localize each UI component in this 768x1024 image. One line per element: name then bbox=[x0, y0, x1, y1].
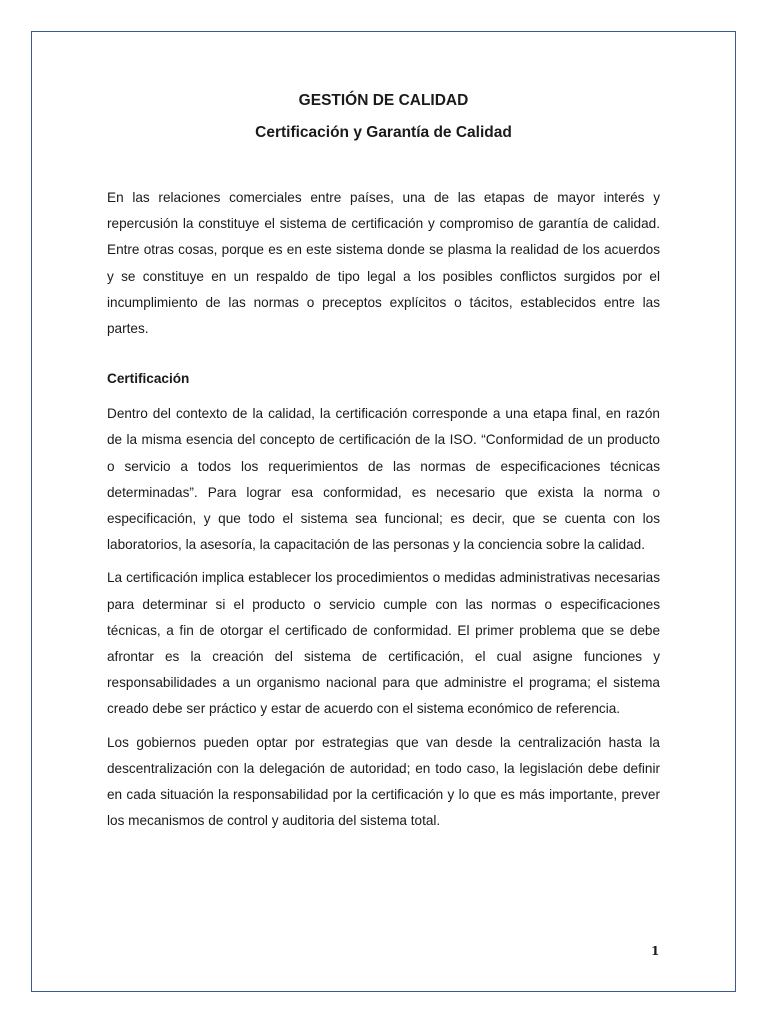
section-heading: Certificación bbox=[107, 371, 190, 387]
page-number: 1 bbox=[651, 944, 660, 958]
document-title: GESTIÓN DE CALIDAD bbox=[298, 92, 469, 109]
intro-paragraph: En las relaciones comerciales entre países, una de las etapas de mayor interés y repercusión la constituye el sistema de certificación y compromiso de garantía de calidad. Entre otras cosas, porque es en este sistema donde se plasma la realidad de los acuerdos y se constituye en un respaldo de tipo legal a los posibles conflictos surgidos por el incumplimiento de las normas o preceptos explícitos o tácitos, establecidos entre las partes. bbox=[107, 190, 660, 337]
paragraph-2: La certificación implica establecer los procedimientos o medidas administrativas necesarias para determinar si el producto o servicio cumple con las normas o especificaciones técnicas, a fin de otorgar el certificado de conformidad. El primer problema que se debe afrontar es la creación del sistema de certificación, el cual asigne funciones y responsabilidades a un organismo nacional para que administre el programa; el sistema creado debe ser práctico y estar de acuerdo con el sistema económico de referencia. bbox=[107, 570, 660, 717]
document-subtitle: Certificación y Garantía de Calidad bbox=[255, 124, 512, 141]
paragraph-3: Los gobiernos pueden optar por estrategias que van desde la centralización hasta la descentralización con la delegación de autoridad; en todo caso, la legislación debe definir en cada situación la responsabilidad por la certificación y lo que es más importante, prever los mecanismos de control y auditoria del sistema total. bbox=[107, 734, 660, 829]
document-body bbox=[107, 90, 660, 834]
paragraph-1: Dentro del contexto de la calidad, la certificación corresponde a una etapa final, en razón de la misma esencia del concepto de certificación de la ISO. “Conformidad de un producto o servicio a todos los requerimientos de las normas de especificaciones técnicas determinadas”. Para lograr esa conformidad, es necesario que exista la norma o especificación, y que todo el sistema sea funcional; es decir, que se cuenta con los laboratorios, la asesoría, la capacitación de las personas y la conciencia sobre la calidad. bbox=[107, 406, 660, 553]
